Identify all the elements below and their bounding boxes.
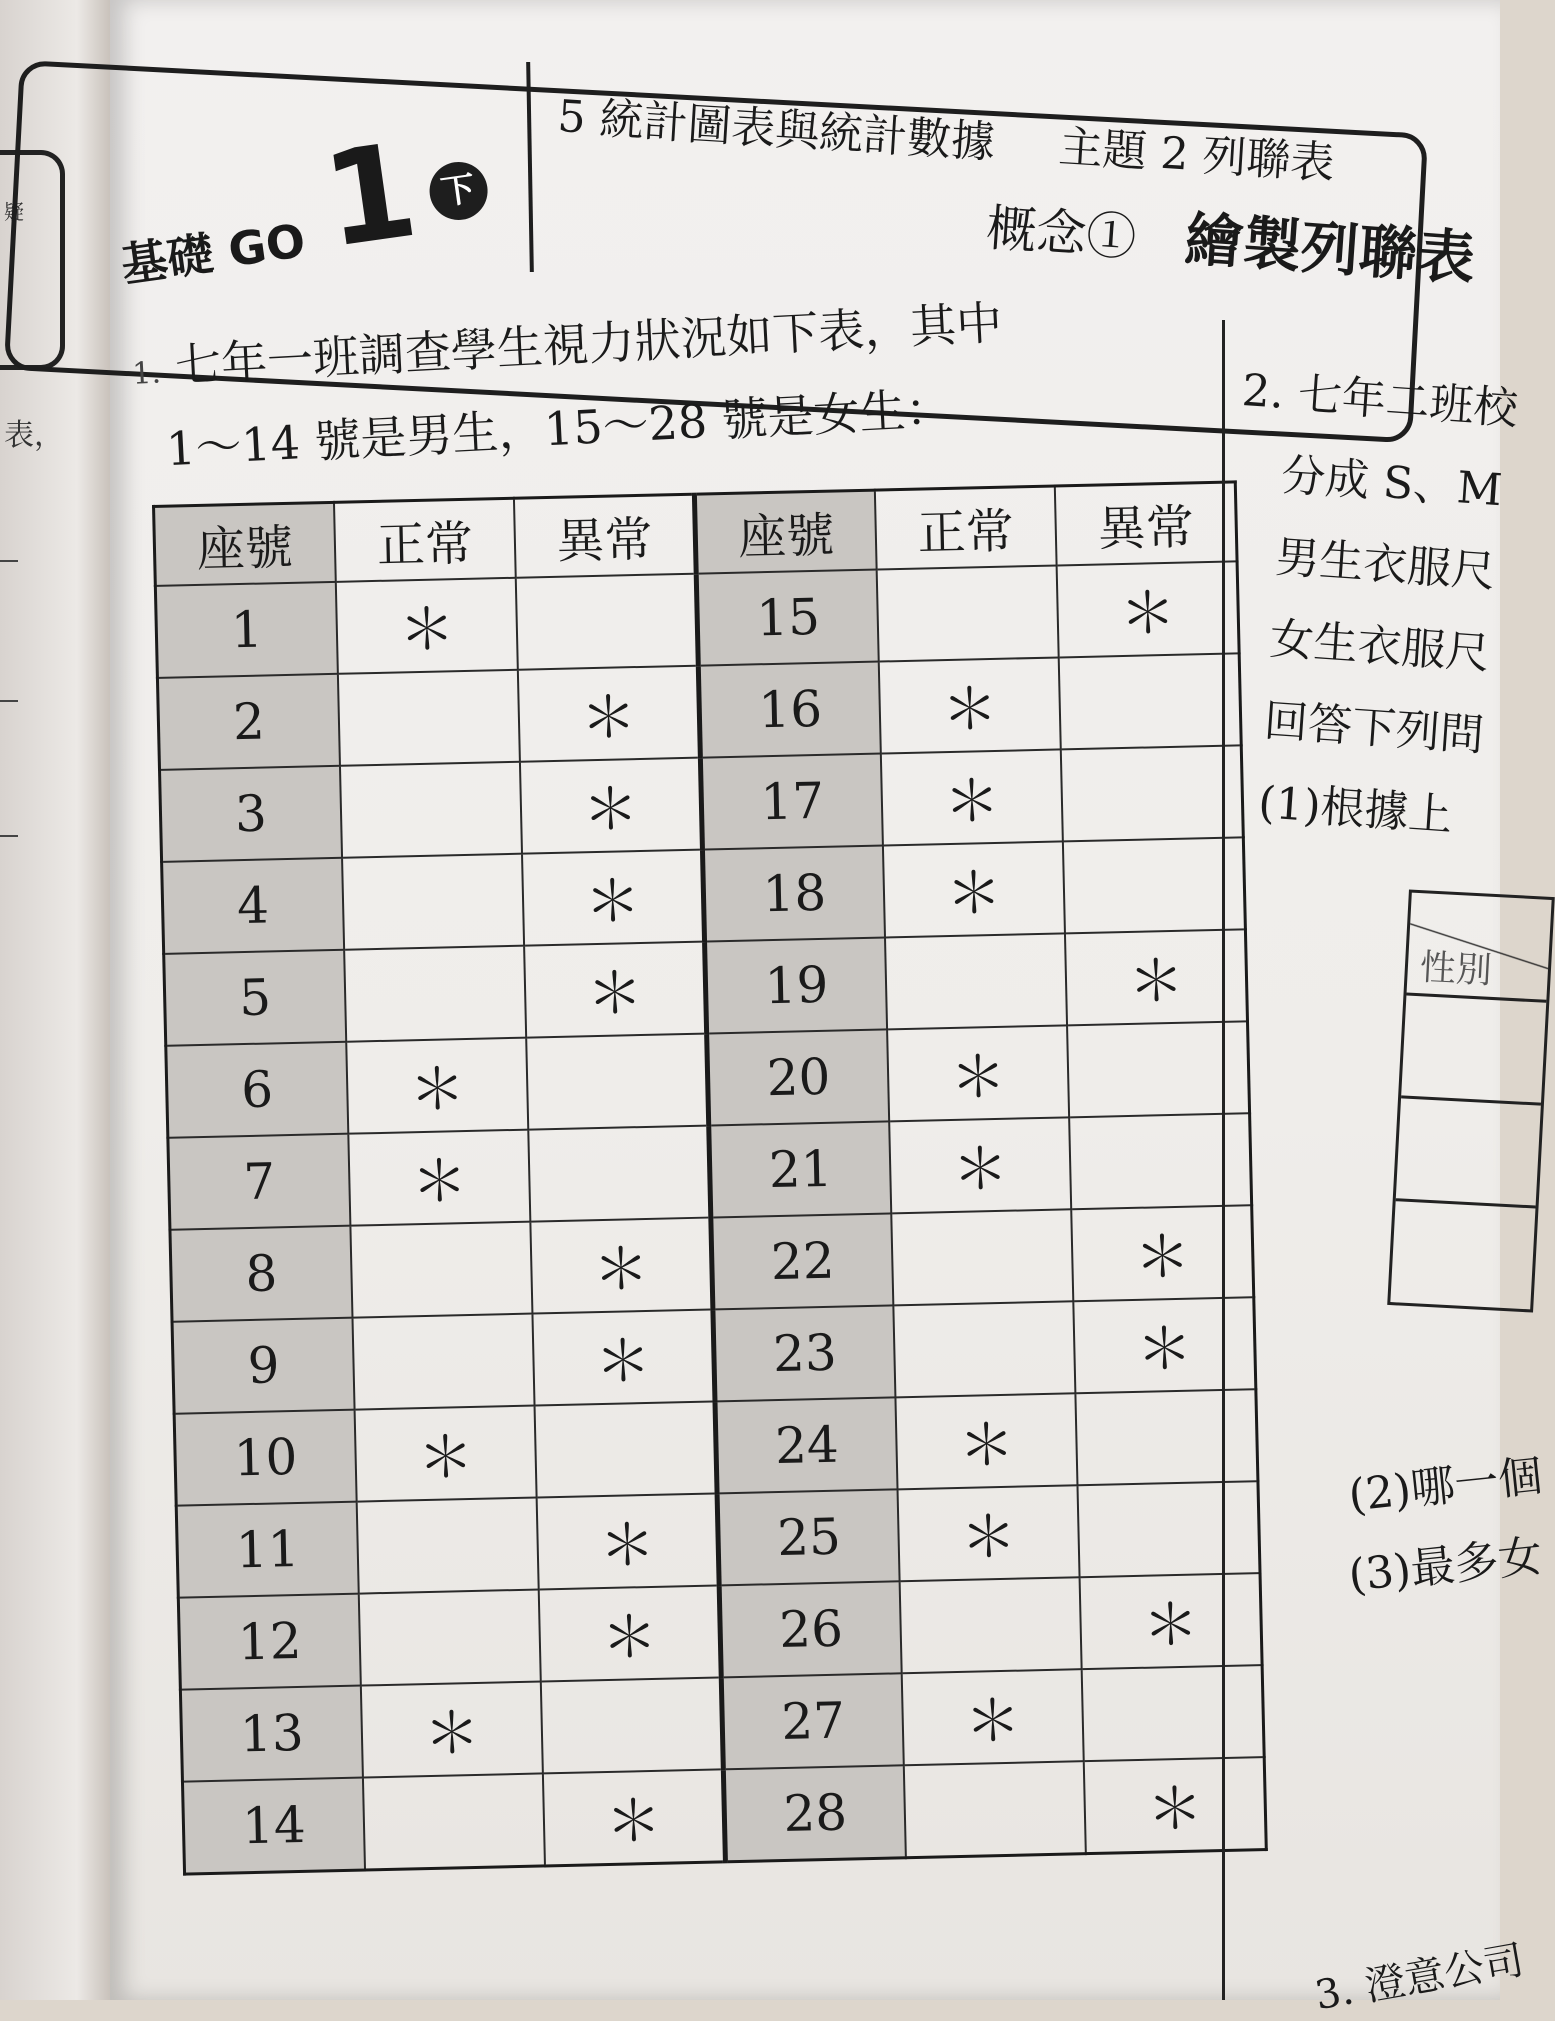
seat-number: 10	[174, 1410, 356, 1506]
abnormal-mark: ＊	[1084, 1757, 1266, 1854]
seat-number: 25	[717, 1489, 899, 1585]
abnormal-mark: ＊	[520, 758, 702, 854]
normal-mark: ＊	[361, 1681, 543, 1777]
normal-mark	[359, 1590, 541, 1686]
abnormal-mark: ＊	[543, 1769, 725, 1866]
normal-mark	[356, 1498, 538, 1594]
header-normal: 正常	[334, 498, 516, 582]
seat-number: 16	[698, 662, 880, 758]
abnormal-mark	[541, 1677, 723, 1773]
seat-number: 7	[168, 1134, 350, 1230]
abnormal-mark: ＊	[539, 1585, 721, 1681]
unit-name: 5 統計圖表與統計數據	[556, 90, 997, 169]
abnormal-mark	[1059, 653, 1241, 749]
question-2-line: 女生衣服尺	[1268, 613, 1492, 680]
normal-mark: ＊	[881, 749, 1063, 845]
abnormal-mark: ＊	[1073, 1297, 1255, 1393]
seat-number: 6	[166, 1042, 348, 1138]
normal-mark	[352, 1314, 534, 1410]
left-page-rule	[0, 700, 18, 702]
concept-label: 概念①	[984, 198, 1139, 268]
seat-number: 13	[180, 1686, 362, 1782]
seat-number: 27	[721, 1673, 903, 1769]
question-2-line: 分成 S、M	[1279, 449, 1504, 517]
normal-mark: ＊	[883, 841, 1065, 937]
normal-mark	[338, 670, 520, 766]
header-seat: 座號	[694, 490, 876, 574]
abnormal-mark: ＊	[524, 942, 706, 1038]
topic-name: 主題 2 列聯表	[1057, 121, 1336, 190]
normal-mark	[342, 854, 524, 950]
brand-number: 1	[314, 113, 426, 277]
seat-number: 2	[157, 674, 339, 770]
normal-mark	[350, 1222, 532, 1318]
abnormal-mark	[1063, 837, 1245, 933]
seat-number: 24	[715, 1397, 897, 1493]
normal-mark: ＊	[889, 1117, 1071, 1213]
normal-mark: ＊	[879, 657, 1061, 753]
abnormal-mark: ＊	[1065, 929, 1247, 1025]
header-abnormal: 異常	[1055, 482, 1237, 566]
normal-mark	[891, 1209, 1073, 1305]
seat-number: 8	[170, 1226, 352, 1322]
normal-mark: ＊	[354, 1406, 536, 1502]
contingency-table-row	[1401, 995, 1546, 1105]
abnormal-mark	[1082, 1665, 1264, 1761]
normal-mark: ＊	[897, 1485, 1079, 1581]
vision-table	[152, 480, 1268, 1875]
header-seat: 座號	[154, 502, 336, 586]
normal-mark	[340, 762, 522, 858]
seat-number: 17	[700, 754, 882, 850]
vision-table-wrap	[152, 480, 1267, 1859]
seat-number: 28	[723, 1765, 905, 1862]
header-normal: 正常	[875, 486, 1057, 570]
seat-number: 20	[707, 1029, 889, 1125]
abnormal-mark	[1078, 1481, 1260, 1577]
contingency-table-row	[1390, 1201, 1535, 1308]
abnormal-mark: ＊	[1057, 561, 1239, 657]
concept-title: 繪製列聯表	[1182, 204, 1478, 293]
seat-number: 21	[709, 1121, 891, 1217]
abnormal-mark: ＊	[533, 1309, 715, 1405]
normal-mark	[899, 1577, 1081, 1673]
normal-mark: ＊	[348, 1130, 530, 1226]
seat-number: 18	[702, 846, 884, 942]
question-3-start: 3. 澄意公司	[1311, 1937, 1528, 2020]
abnormal-mark	[535, 1401, 717, 1497]
seat-number: 11	[176, 1502, 358, 1598]
seat-number: 22	[711, 1213, 893, 1309]
column-rule	[1222, 320, 1225, 2000]
seat-number: 14	[182, 1778, 364, 1875]
seat-number: 4	[162, 858, 344, 954]
header-abnormal: 異常	[514, 494, 696, 578]
normal-mark: ＊	[902, 1669, 1084, 1765]
contingency-table-blank	[1387, 889, 1555, 1312]
seat-number: 26	[719, 1581, 901, 1677]
question-1-text: 七年一班調查學生視力狀況如下表，其中	[173, 295, 1004, 393]
question-2-subquestion: (1)根據上	[1256, 777, 1455, 842]
normal-mark: ＊	[887, 1025, 1069, 1121]
brand-badge: 下	[425, 158, 491, 224]
question-2-part-2: (2)哪一個	[1346, 1450, 1545, 1522]
left-page-text: 表，	[4, 418, 64, 453]
question-2-part-3: (3)最多女	[1346, 1530, 1545, 1602]
normal-mark	[876, 565, 1058, 661]
abnormal-mark: ＊	[531, 1218, 713, 1314]
normal-mark	[344, 946, 526, 1042]
gender-label: 性別	[1418, 947, 1493, 992]
abnormal-mark: ＊	[518, 666, 700, 762]
abnormal-mark: ＊	[537, 1493, 719, 1589]
question-2-column	[1211, 350, 1521, 860]
seat-number: 23	[713, 1305, 895, 1401]
abnormal-mark: ＊	[1080, 1573, 1262, 1669]
seat-number: 1	[155, 582, 337, 678]
abnormal-mark	[516, 574, 698, 670]
normal-mark	[885, 933, 1067, 1029]
normal-mark: ＊	[346, 1038, 528, 1134]
question-number: 1.	[131, 355, 162, 392]
question-2-line: 回答下列問	[1262, 695, 1486, 762]
contingency-table-row	[1396, 1098, 1541, 1208]
normal-mark: ＊	[336, 578, 518, 674]
normal-mark	[363, 1773, 545, 1870]
abnormal-mark: ＊	[522, 850, 704, 946]
brand-text: 基礎 GO	[117, 213, 309, 293]
seat-number: 9	[172, 1318, 354, 1414]
left-page-char: 疑	[4, 200, 24, 224]
seat-number: 15	[696, 570, 878, 666]
seat-number: 19	[705, 937, 887, 1033]
question-2-line: 男生衣服尺	[1273, 531, 1497, 598]
seat-number: 12	[178, 1594, 360, 1690]
left-page-rule	[0, 835, 18, 837]
normal-mark: ＊	[895, 1393, 1077, 1489]
seat-number: 5	[164, 950, 346, 1046]
abnormal-mark: ＊	[1071, 1205, 1253, 1301]
abnormal-mark	[528, 1126, 710, 1222]
question-2-line: 2. 七年二班校	[1240, 364, 1520, 436]
seat-number: 3	[160, 766, 342, 862]
abnormal-mark	[1076, 1389, 1258, 1485]
normal-mark	[893, 1301, 1075, 1397]
question-1-line-2: 1～14 號是男生，15～28 號是女生：	[164, 381, 953, 477]
table-body	[155, 561, 1266, 1874]
contingency-table-header	[1406, 893, 1551, 1003]
normal-mark	[904, 1761, 1086, 1858]
left-page-rule	[0, 560, 18, 562]
abnormal-mark	[526, 1034, 708, 1130]
